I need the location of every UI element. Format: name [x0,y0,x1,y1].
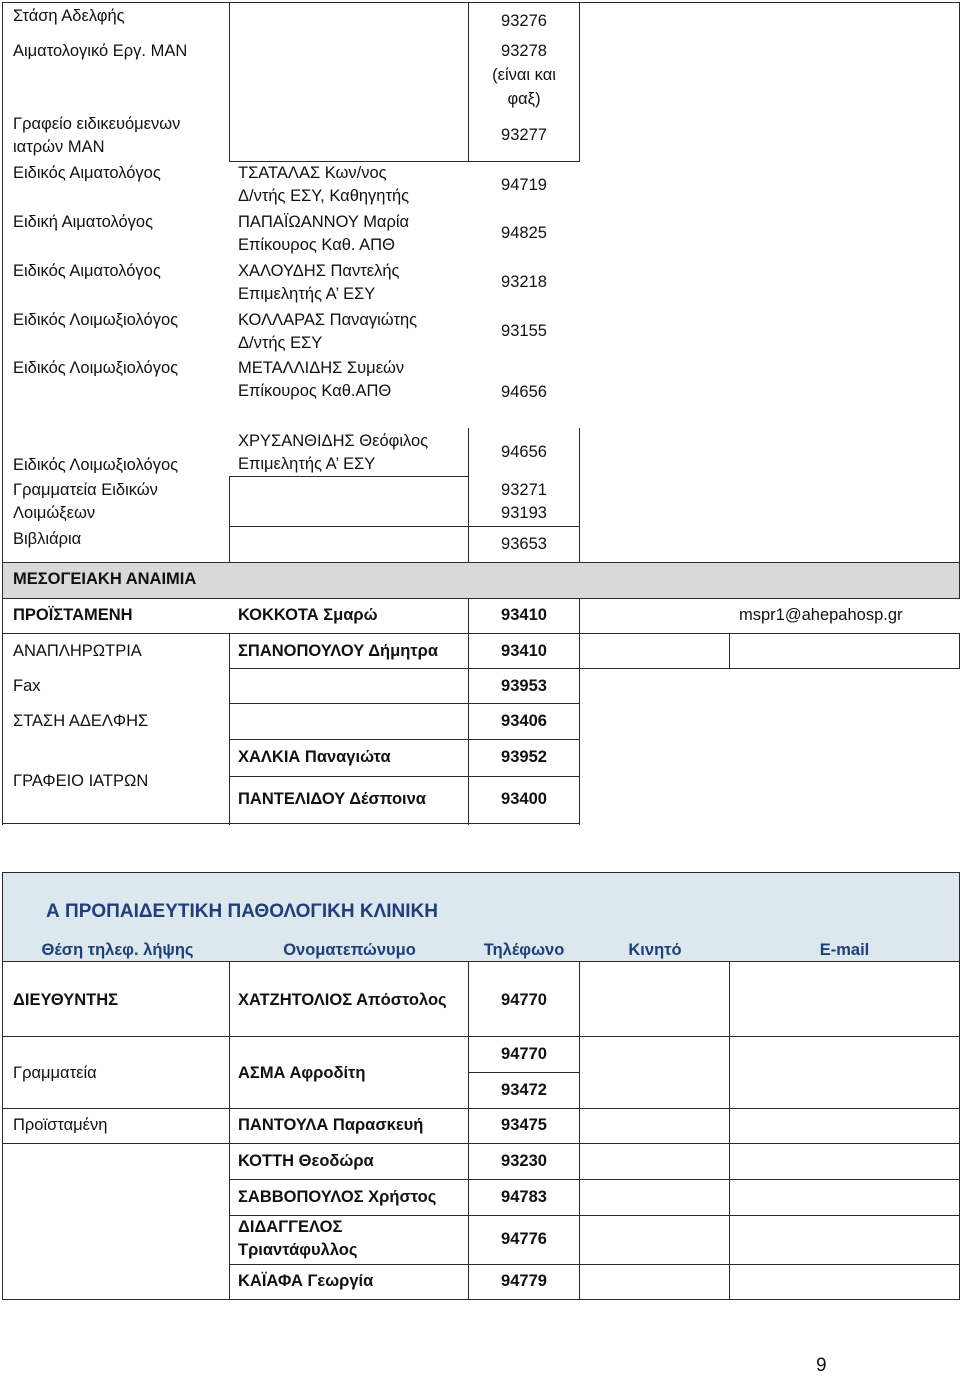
phone-cell: 93953 [501,677,547,695]
clinic-title: Α ΠΡΟΠΑΙΔΕΥΤΙΚΗ ΠΑΘΟΛΟΓΙΚΗ ΚΛΙΝΙΚΗ [46,901,438,922]
phone-cell: 93278 [501,42,547,60]
role-cell: Ειδικός Αιματολόγος [13,164,161,182]
title-cell: Επίκουρος Καθ.ΑΠΘ [238,382,392,400]
phone-cell: 94779 [501,1272,547,1290]
role-cell: Ειδικός Λοιμωξιολόγος [13,456,179,474]
role-cell: Στάση Αδελφής [13,7,125,25]
name-cell: ΧΑΛΟΥΔΗΣ Παντελής [238,262,400,280]
phone-cell: 93218 [501,273,547,291]
phone-cell: 93475 [501,1116,547,1134]
phone-cell: 93230 [501,1152,547,1170]
phone-cell: 94770 [501,991,547,1009]
phone-cell: 93410 [501,606,547,624]
role-cell: ΣΤΑΣΗ ΑΔΕΛΦΗΣ [13,712,149,730]
col-header-phone: Τηλέφωνο [483,941,565,959]
role-cell-line2: Λοιμώξεων [13,504,96,522]
role-cell: Προϊσταμένη [13,1116,108,1134]
col-header-role: Θέση τηλεφ. λήψης [41,941,194,959]
role-cell: Γραφείο ειδικευόμενων [13,115,181,133]
role-cell: Fax [13,677,41,695]
email-link[interactable]: mspr1@ahepahosp.gr [739,606,903,624]
name-cell-line2: Τριαντάφυλλος [238,1241,358,1259]
name-cell: ΣΠΑΝΟΠΟΥΛΟΥ Δήμητρα [238,642,439,660]
role-cell: Ειδικός Λοιμωξιολόγος [13,359,179,377]
role-cell: Βιβλιάρια [13,530,82,548]
role-cell: Γραμματεία [13,1064,97,1082]
section-title: ΜΕΣΟΓΕΙΑΚΗ ΑΝΑΙΜΙΑ [13,570,197,588]
phone-cell: 94656 [501,383,547,401]
phone-cell: 93155 [501,322,547,340]
phone-cell: 93952 [501,748,547,766]
phone-note: φαξ) [507,90,541,108]
phone-cell: 93276 [501,12,547,30]
title-cell: Δ/ντής ΕΣΥ, Καθηγητής [238,187,410,205]
title-cell: Δ/ντής ΕΣΥ [238,334,323,352]
role-cell: Αιματολογικό Εργ. ΜΑΝ [13,42,188,60]
phone-cell: 93653 [501,535,547,553]
title-cell: Επιμελητής Α’ ΕΣΥ [238,455,376,473]
name-cell: ΤΣΑΤΑΛΑΣ Κων/νος [238,164,387,182]
phone-cell: 94719 [501,176,547,194]
name-cell: ΠΑΝΤΕΛΙΔΟΥ Δέσποινα [238,790,426,808]
name-cell: ΧΡΥΣΑΝΘΙΔΗΣ Θεόφιλος [238,432,429,450]
phone-cell: 93193 [501,504,547,522]
role-cell: ΓΡΑΦΕΙΟ ΙΑΤΡΩΝ [13,772,149,790]
phone-cell: 93277 [501,126,547,144]
phone-cell: 94770 [501,1045,547,1063]
phone-cell: 94825 [501,224,547,242]
name-cell: ΣΑΒΒΟΠΟΥΛΟΣ Χρήστος [238,1188,437,1206]
page-number: 9 [816,1355,827,1376]
col-header-name: Ονοματεπώνυμο [283,941,416,959]
phone-cell: 93271 [501,481,547,499]
phone-cell: 94783 [501,1188,547,1206]
name-cell: ΧΑΛΚΙΑ Παναγιώτα [238,748,391,766]
role-cell: Γραμματεία Ειδικών [13,481,158,499]
name-cell: ΑΣΜΑ Αφροδίτη [238,1064,366,1082]
name-cell: ΜΕΤΑΛΛΙΔΗΣ Συμεών [238,359,405,377]
role-cell-line2: ιατρών ΜΑΝ [13,138,105,156]
role-cell: ΔΙΕΥΘΥΝΤΗΣ [13,991,119,1009]
phone-cell: 93406 [501,712,547,730]
role-cell: Ειδικός Λοιμωξιολόγος [13,311,179,329]
title-cell: Επιμελητής Α’ ΕΣΥ [238,285,376,303]
col-header-mobile: Κινητό [628,941,682,959]
phone-note: (είναι και [492,66,556,84]
role-cell: ΑΝΑΠΛΗΡΩΤΡΙΑ [13,642,142,660]
name-cell: ΚΟΤΤΗ Θεοδώρα [238,1152,374,1170]
col-header-email: E-mail [819,941,870,959]
name-cell: ΚΟΛΛΑΡΑΣ Παναγιώτης [238,311,418,329]
phone-cell: 94776 [501,1230,547,1248]
name-cell: ΧΑΤΖΗΤΟΛΙΟΣ Απόστολος [238,991,447,1009]
title-cell: Επίκουρος Καθ. ΑΠΘ [238,236,395,254]
phone-cell: 93410 [501,642,547,660]
name-cell: ΠΑΠΑΪΩΑΝΝΟΥ Μαρία [238,213,410,231]
role-cell: ΠΡΟΪΣΤΑΜΕΝΗ [13,606,133,624]
name-cell: ΔΙΔΑΓΓΕΛΟΣ [238,1218,343,1236]
name-cell: ΚΟΚΚΟΤΑ Σμαρώ [238,606,378,624]
name-cell: ΚΑΪΑΦΑ Γεωργία [238,1272,374,1290]
role-cell: Ειδική Αιματολόγος [13,213,154,231]
phone-cell: 93400 [501,790,547,808]
role-cell: Ειδικός Αιματολόγος [13,262,161,280]
phone-cell: 93472 [501,1081,547,1099]
name-cell: ΠΑΝΤΟΥΛΑ Παρασκευή [238,1116,424,1134]
phone-cell: 94656 [501,443,547,461]
